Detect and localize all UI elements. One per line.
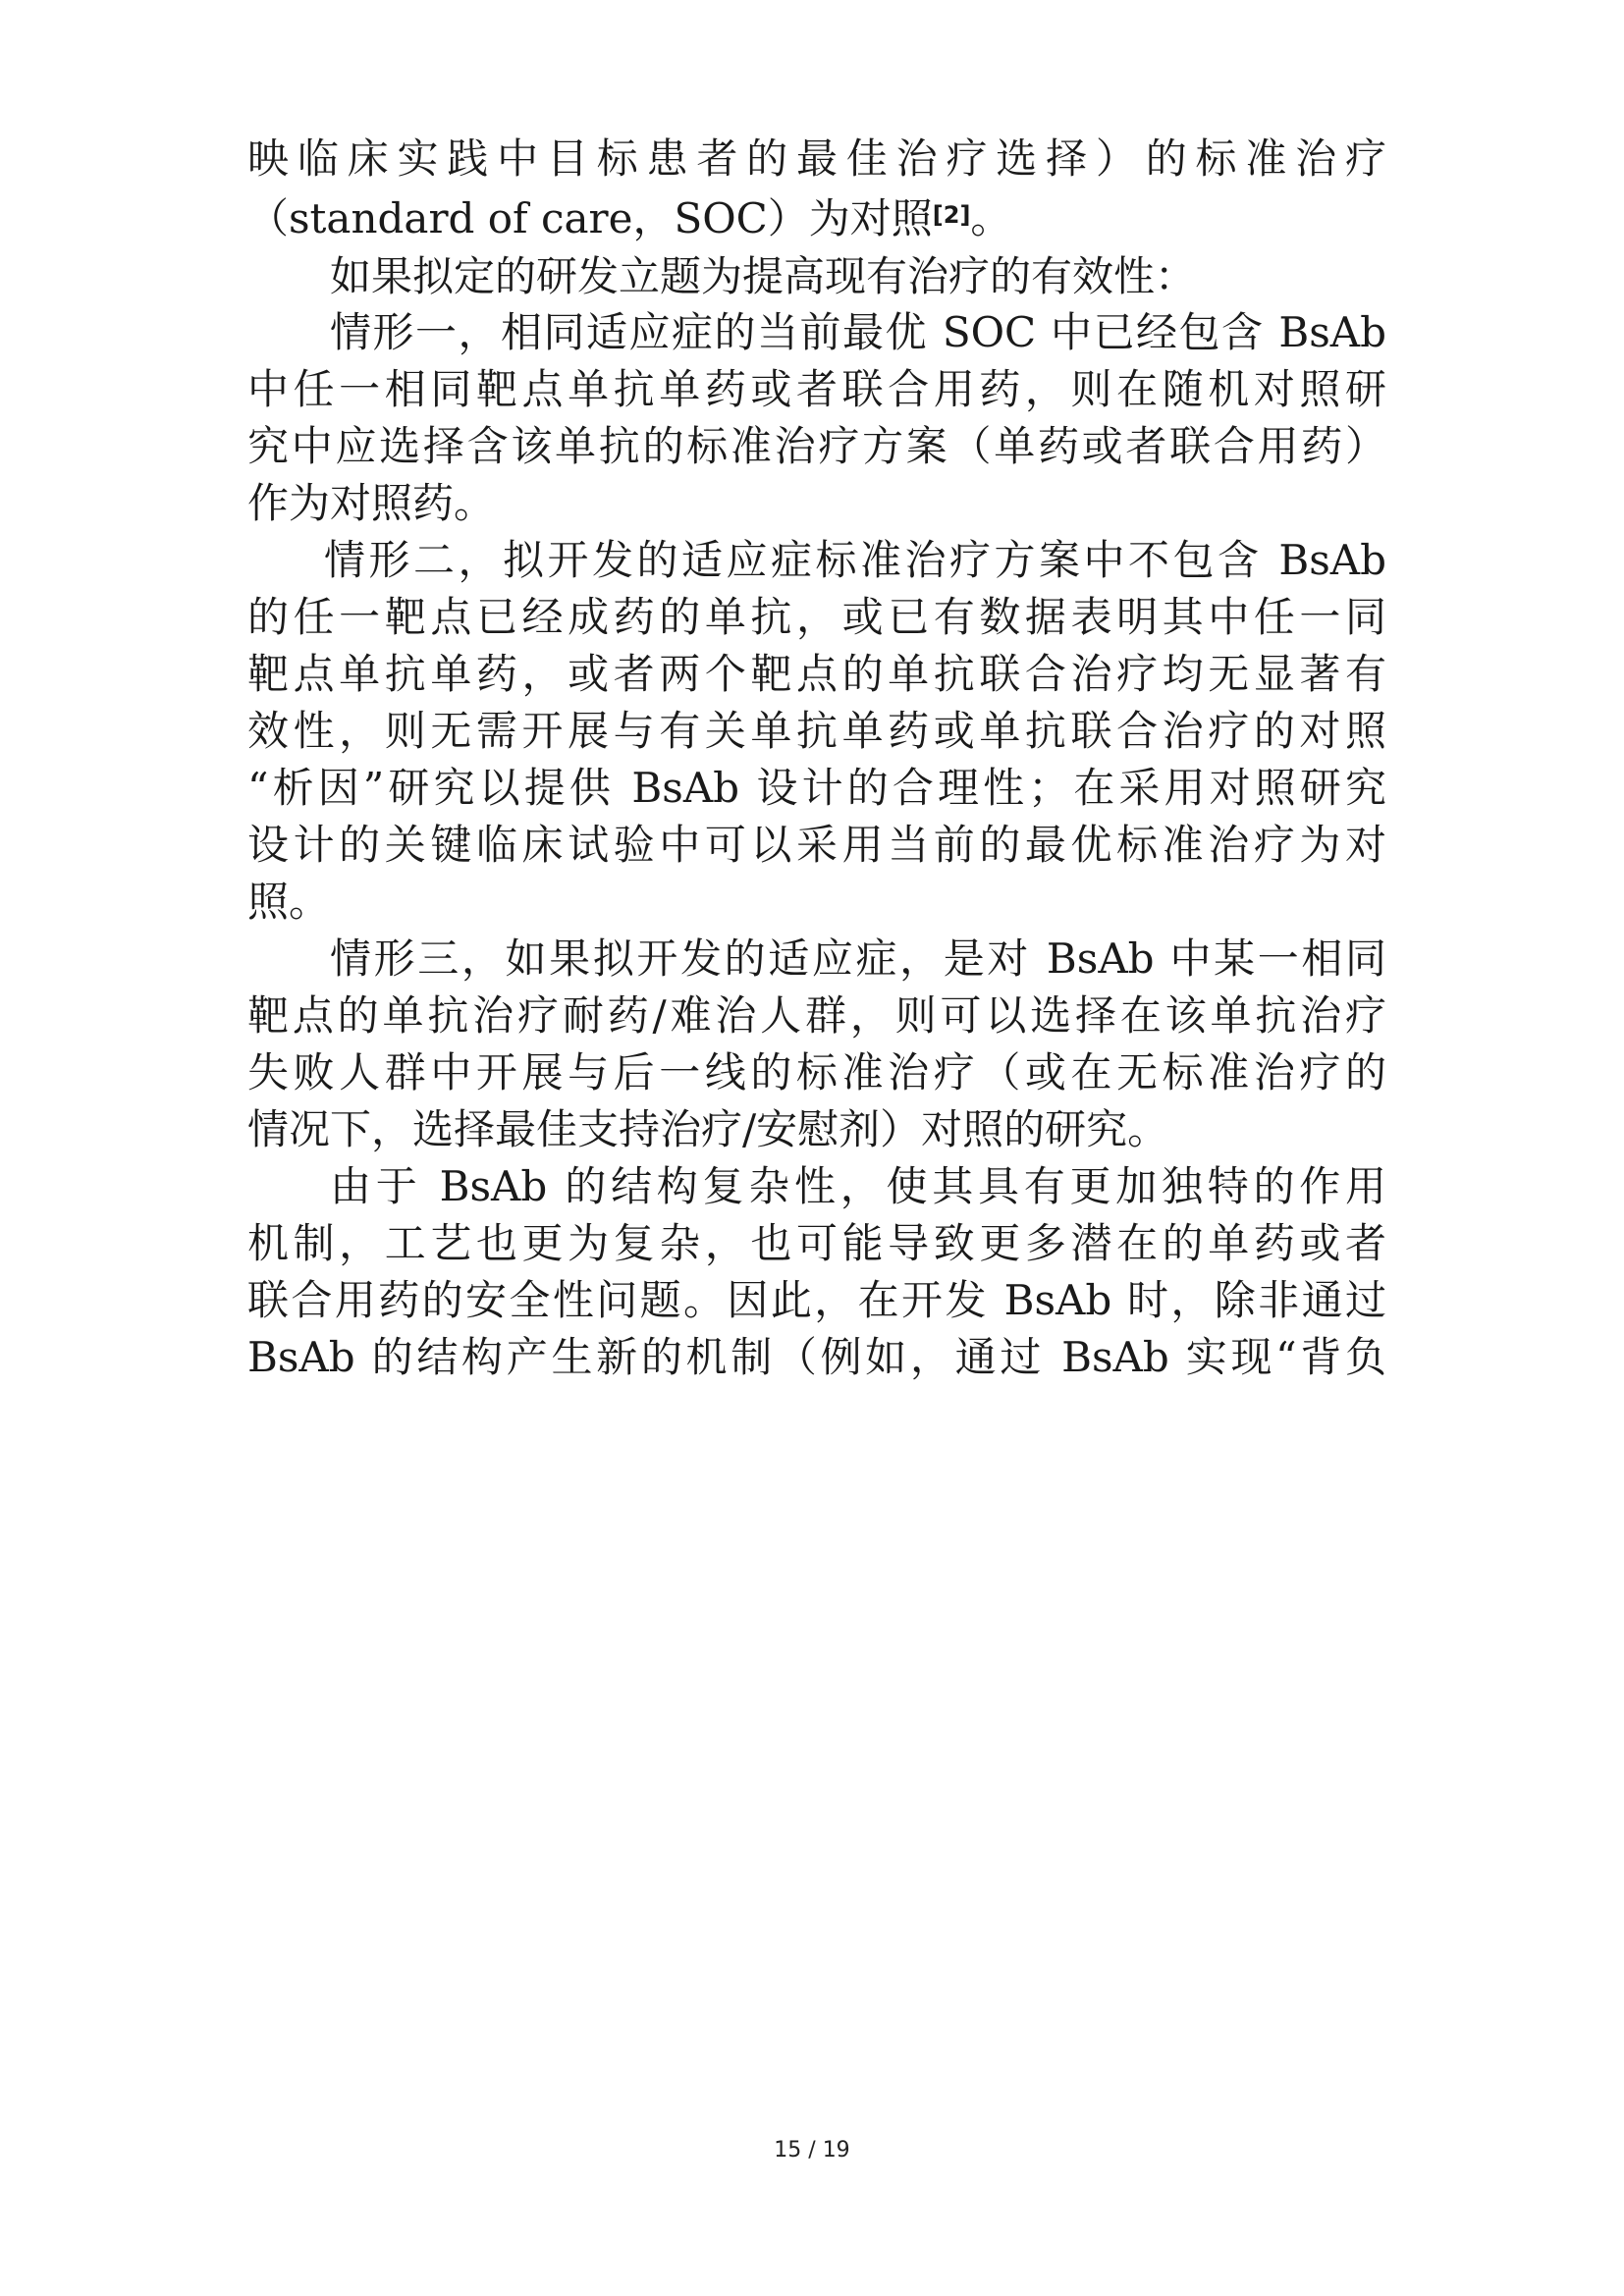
text-line: 靶点的单抗治疗耐药/难治人群，则可以选择在该单抗治疗 <box>247 991 1386 1040</box>
text-line: 由于 BsAb 的结构复杂性，使其具有更加独特的作用 <box>330 1162 1386 1210</box>
text-line: 作为对照药。 <box>247 479 496 527</box>
text-line: 情形三，如果拟开发的适应症，是对 BsAb 中某一相同 <box>330 934 1386 983</box>
text-line: 的任一靶点已经成药的单抗，或已有数据表明其中任一同 <box>247 593 1386 641</box>
text-line: 设计的关键临床试验中可以采用当前的最优标准治疗为对 <box>247 821 1386 869</box>
text-line: 如果拟定的研发立题为提高现有治疗的有效性： <box>330 252 1197 300</box>
text-line <box>247 194 1386 243</box>
text-line: 映临床实践中目标患者的最佳治疗选择）的标准治疗 <box>247 134 1386 183</box>
sentence-end: 。 <box>970 194 1012 242</box>
text-line: “析因”研究以提供 BsAb 设计的合理性；在采用对照研究 <box>247 764 1386 812</box>
text-line: 联合用药的安全性问题。因此，在开发 BsAb 时，除非通过 <box>247 1276 1386 1324</box>
text-line: 失败人群中开展与后一线的标准治疗（或在无标准治疗的 <box>247 1048 1386 1096</box>
citation-reference[interactable]: [2] <box>932 201 971 229</box>
text-line-content: （standard of care，SOC）为对照 <box>247 194 933 242</box>
text-line: 情形一，相同适应症的当前最优 SOC 中已经包含 BsAb <box>330 308 1386 356</box>
text-line: 情形二，拟开发的适应症标准治疗方案中不包含 BsAb <box>324 536 1386 584</box>
text-line: 照。 <box>247 878 331 926</box>
text-line: 效性，则无需开展与有关单抗单药或单抗联合治疗的对照 <box>247 707 1386 755</box>
page-number: 15 / 19 <box>774 2138 850 2163</box>
text-line: 中任一相同靶点单抗单药或者联合用药，则在随机对照研 <box>247 365 1386 413</box>
text-line: 情况下，选择最佳支持治疗/安慰剂）对照的研究。 <box>247 1105 1169 1153</box>
text-line: 机制，工艺也更为复杂，也可能导致更多潜在的单药或者 <box>247 1219 1386 1267</box>
text-line: 靶点单抗单药，或者两个靶点的单抗联合治疗均无显著有 <box>247 650 1386 698</box>
text-line: 究中应选择含该单抗的标准治疗方案（单药或者联合用药） <box>247 422 1386 470</box>
text-line: BsAb 的结构产生新的机制（例如，通过 BsAb 实现“背负 <box>247 1333 1386 1381</box>
